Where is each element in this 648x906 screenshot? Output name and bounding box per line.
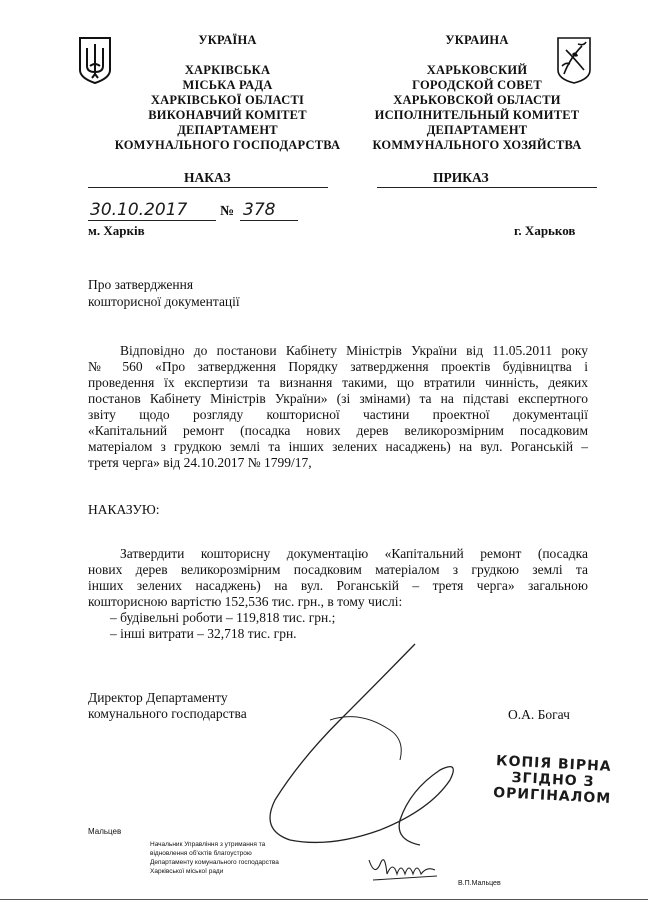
header-divider-right: [377, 187, 597, 188]
header-left-org-line: МІСЬКА РАДА: [182, 78, 273, 92]
decree-line: нових дерев великорозмірним посадковим матеріалом з грудкою землі та: [88, 562, 588, 577]
header-divider-left: [88, 187, 328, 188]
header-left-org-line: ХАРКІВСЬКОЇ ОБЛАСТІ: [150, 93, 305, 107]
preamble-line: «Капітальний ремонт (посадка нових дерев великорозмірним посадковим: [88, 423, 588, 438]
preamble-line: № 560 «Про затвердження Порядку затвердження проектів будівництва і: [88, 359, 588, 374]
decree-item: – інші витрати – 32,718 тис. грн.: [110, 626, 297, 641]
city-right: г. Харьков: [514, 223, 576, 238]
preamble-line: матеріалом з грудкою землі та інших зелених насаджень) на вул. Роганській –: [88, 439, 588, 454]
order-number-sign: №: [220, 204, 235, 219]
signatory-name: О.А. Богач: [508, 707, 570, 722]
doc-type-right: ПРИКАЗ: [433, 170, 489, 185]
executor-name: Мальцев: [88, 827, 122, 836]
subject-line: Про затвердження: [88, 277, 194, 292]
header-left-org-line: ВИКОНАВЧИЙ КОМІТЕТ: [148, 108, 307, 122]
header-right-org-line: ДЕПАРТАМЕНТ: [426, 123, 528, 137]
subject: [88, 276, 240, 310]
decree-line: кошторисною вартістю 152,536 тис. грн., в тому числі:: [88, 594, 403, 609]
preamble: [88, 343, 588, 471]
header-right-org-line: ХАРЬКОВСКОЙ ОБЛАСТИ: [393, 93, 561, 107]
header-right-org-line: ИСПОЛНИТЕЛЬНЫЙ КОМИТЕТ: [374, 108, 580, 122]
city-left: м. Харків: [88, 223, 145, 238]
date-underline: [88, 220, 216, 221]
preamble-line: третя черга» від 24.10.2017 № 1799/17,: [88, 455, 312, 470]
preamble-line: звіту щодо розгляду кошторисної частини проектної документації: [88, 407, 588, 422]
certifier-title-line: Харківської міської ради: [150, 868, 224, 875]
decree-line: Затвердити кошторисну документацію «Капітальний ремонт (посадка: [120, 546, 588, 561]
preamble-line: постанов Кабінету Міністрів України» (зі змінами) та на підставі експертного: [88, 391, 588, 406]
header-left-org-line: ДЕПАРТАМЕНТ: [177, 123, 278, 137]
header-right-org-line: КОММУНАЛЬНОГО ХОЗЯЙСТВА: [372, 138, 582, 152]
header-right-org-line: ХАРЬКОВСКИЙ: [426, 63, 528, 77]
certifier-title: [150, 840, 279, 876]
certifier-title-line: Начальник Управління з утримання та: [150, 841, 266, 848]
stamp-line: ОРИГІНАЛОМ: [492, 784, 612, 808]
certifier-name: В.П.Мальцев: [458, 880, 501, 887]
signature-position-line: Директор Департаменту: [88, 690, 228, 705]
decree-item-text: інші витрати – 32,718 тис. грн.: [120, 626, 297, 641]
signature-position: [88, 690, 247, 722]
certifier-title-line: відновлення об'єктів благоустрою: [150, 850, 252, 857]
order-number: 378: [243, 200, 276, 220]
header-left: [100, 33, 355, 153]
header-right-country: УКРАИНА: [445, 33, 509, 47]
order-date: 30.10.2017: [90, 200, 188, 220]
doc-type-left: НАКАЗ: [184, 170, 231, 185]
stamp-line: КОПІЯ ВІРНА: [495, 753, 613, 776]
header-left-country: УКРАЇНА: [198, 33, 257, 47]
director-signature: [230, 640, 480, 870]
header-right-org-line: ГОРОДСКОЙ СОВЕТ: [412, 78, 542, 92]
header-left-org-line: КОМУНАЛЬНОГО ГОСПОДАРСТВА: [114, 138, 341, 152]
decree-item-text: будівельні роботи – 119,818 тис. грн.;: [120, 610, 336, 625]
order-word: НАКАЗУЮ:: [88, 502, 160, 517]
decree: [88, 546, 588, 642]
certifier-title-line: Департаменту комунального господарства: [150, 859, 279, 866]
preamble-line: проведення їх експертизи та визнання такими, що втратили чинність, деяких: [88, 375, 588, 390]
signature-position-line: комунального господарства: [88, 706, 247, 721]
certifier-signature: [365, 850, 445, 884]
number-underline: [240, 220, 298, 221]
subject-line: кошторисної документації: [88, 294, 240, 309]
decree-line: інших зелених насаджень) на вул. Роганській – третя черга» загальною: [88, 578, 588, 593]
preamble-line: Відповідно до постанови Кабінету Міністрів України від 11.05.2011 року: [120, 343, 588, 358]
copy-certified-stamp: [493, 753, 613, 807]
header-left-org-line: ХАРКІВСЬКА: [184, 63, 271, 77]
bottom-edge-line: [0, 899, 648, 900]
decree-item: – будівельні роботи – 119,818 тис. грн.;: [110, 610, 336, 625]
header-right: [357, 33, 597, 153]
stamp-line: ЗГІДНО З: [511, 769, 595, 791]
